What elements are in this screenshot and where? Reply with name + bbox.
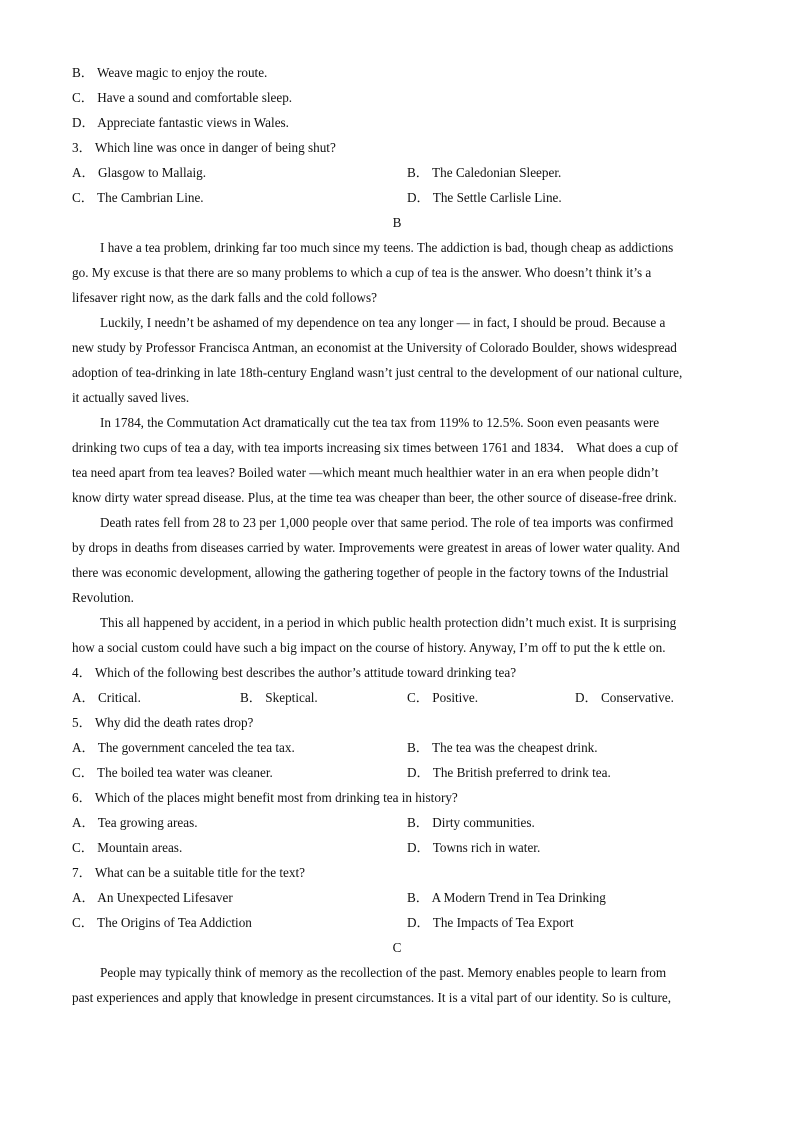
option-letter: D． [407,765,430,780]
option-letter: A． [72,165,95,180]
option-letter: A． [72,740,95,755]
question-number: 4． [72,665,92,680]
option-q3-b [407,165,561,181]
option-text: Tea growing areas. [97,815,198,830]
option-letter: D． [407,840,430,855]
option-q5-a [72,740,295,756]
option-text: Glasgow to Mallaig. [98,165,207,180]
option-text: Critical. [98,690,141,705]
option-letter: D． [575,690,598,705]
option-text: The Settle Carlisle Line. [432,190,562,205]
option-text: The Caledonian Sleeper. [432,165,562,180]
question-text: What can be a suitable title for the text? [94,865,306,880]
option-letter: D． [72,115,95,130]
question-text: Which of the places might benefit most from drinking tea in history? [94,790,458,805]
option-text: Dirty communities. [432,815,535,830]
option-letter: A． [72,890,95,905]
passage-line: know dirty water spread disease. Plus, at the time tea was cheaper than beer, the other source of disease-free drink. [72,490,677,505]
option-letter: C． [72,840,94,855]
option-text: The British preferred to drink tea. [432,765,611,780]
option-letter: A． [72,815,95,830]
option-text: Conservative. [601,690,674,705]
option-q2-d [72,115,289,131]
option-q7-a [72,890,233,906]
passage-line: I have a tea problem, drinking far too much since my teens. The addiction is bad, though cheap as addictions [100,240,674,255]
option-q7-d [407,915,574,931]
option-q5-c [72,765,273,781]
option-letter: B． [407,740,429,755]
question-text: Which line was once in danger of being shut? [94,140,336,155]
option-text: Weave magic to enjoy the route. [97,65,268,80]
question-number: 7． [72,865,92,880]
option-letter: C． [72,765,94,780]
question-number: 6． [72,790,92,805]
option-q6-d [407,840,540,856]
passage-line: This all happened by accident, in a period in which public health protection didn’t much exist. It is surprising [100,615,677,630]
option-text: An Unexpected Lifesaver [97,890,233,905]
option-q5-d [407,765,611,781]
question-number: 5． [72,715,92,730]
question-3 [72,140,336,156]
question-number: 3． [72,140,92,155]
passage-line: adoption of tea-drinking in late 18th-century England wasn’t just central to the development of our national culture, [72,365,683,380]
option-q6-a [72,815,198,831]
option-q3-c [72,190,204,206]
option-q3-d [407,190,562,206]
question-text: Which of the following best describes the author’s attitude toward drinking tea? [94,665,517,680]
option-letter: A． [72,690,95,705]
passage-line: tea need apart from tea leaves? Boiled water —which meant much healthier water in an era when people didn’t [72,465,659,480]
option-q4-d [575,690,674,706]
passage-line: there was economic development, allowing the gathering together of people in the factory towns of the Industrial [72,565,669,580]
question-5 [72,715,253,731]
option-letter: B． [240,690,262,705]
option-q2-b [72,65,267,81]
option-q2-c [72,90,292,106]
option-text: The Cambrian Line. [97,190,204,205]
option-letter: D． [407,190,430,205]
passage-line: drinking two cups of tea a day, with tea imports increasing six times between 1761 and 1834． What does a cup of [72,440,679,455]
option-text: The tea was the cheapest drink. [432,740,598,755]
option-text: The Impacts of Tea Export [432,915,574,930]
passage-line: by drops in deaths from diseases carried by water. Improvements were greatest in areas of lower water quality. And [72,540,680,555]
passage-line: new study by Professor Francisca Antman, an economist at the University of Colorado Boulder, shows widespread [72,340,677,355]
option-q4-c [407,690,478,706]
passage-line: Luckily, I needn’t be ashamed of my dependence on tea any longer — in fact, I should be proud. Because a [100,315,666,330]
passage-line: go. My excuse is that there are so many problems to which a cup of tea is the answer. Who doesn’t think it’s a [72,265,652,280]
section-heading-b: B [392,215,402,230]
question-4 [72,665,516,681]
option-q7-c [72,915,252,931]
passage-line: In 1784, the Commutation Act dramatically cut the tea tax from 119% to 12.5%. Soon even peasants were [100,415,660,430]
option-letter: C． [407,690,429,705]
option-q6-c [72,840,182,856]
passage-line: past experiences and apply that knowledge in present circumstances. It is a vital part of our identity. So is culture, [72,990,672,1005]
option-q6-b [407,815,535,831]
question-text: Why did the death rates drop? [94,715,254,730]
option-text: The boiled tea water was cleaner. [97,765,273,780]
option-text: Towns rich in water. [432,840,541,855]
option-letter: B． [407,165,429,180]
option-q4-a [72,690,141,706]
option-text: Skeptical. [265,690,318,705]
option-letter: C． [72,915,94,930]
option-q3-a [72,165,206,181]
passage-line: Revolution. [72,590,134,605]
option-letter: C． [72,90,94,105]
passage-line: it actually saved lives. [72,390,190,405]
passage-line: lifesaver right now, as the dark falls and the cold follows? [72,290,377,305]
question-7 [72,865,305,881]
option-letter: B． [72,65,94,80]
passage-line: People may typically think of memory as the recollection of the past. Memory enables people to learn from [100,965,667,980]
option-text: The Origins of Tea Addiction [97,915,252,930]
option-text: A Modern Trend in Tea Drinking [431,890,606,905]
option-text: The government canceled the tea tax. [97,740,295,755]
option-q4-b [240,690,318,706]
passage-line: Death rates fell from 28 to 23 per 1,000 people over that same period. The role of tea imports was confirmed [100,515,674,530]
option-letter: B． [407,890,429,905]
option-text: Positive. [432,690,479,705]
option-text: Appreciate fantastic views in Wales. [97,115,289,130]
option-letter: D． [407,915,430,930]
option-q5-b [407,740,598,756]
question-6 [72,790,458,806]
option-letter: B． [407,815,429,830]
option-q7-b [407,890,606,906]
option-letter: C． [72,190,94,205]
passage-line: how a social custom could have such a big impact on the course of history. Anyway, I’m off to put the k ettle on. [72,640,666,655]
option-text: Mountain areas. [97,840,183,855]
option-text: Have a sound and comfortable sleep. [97,90,293,105]
section-heading-c: C [392,940,402,955]
